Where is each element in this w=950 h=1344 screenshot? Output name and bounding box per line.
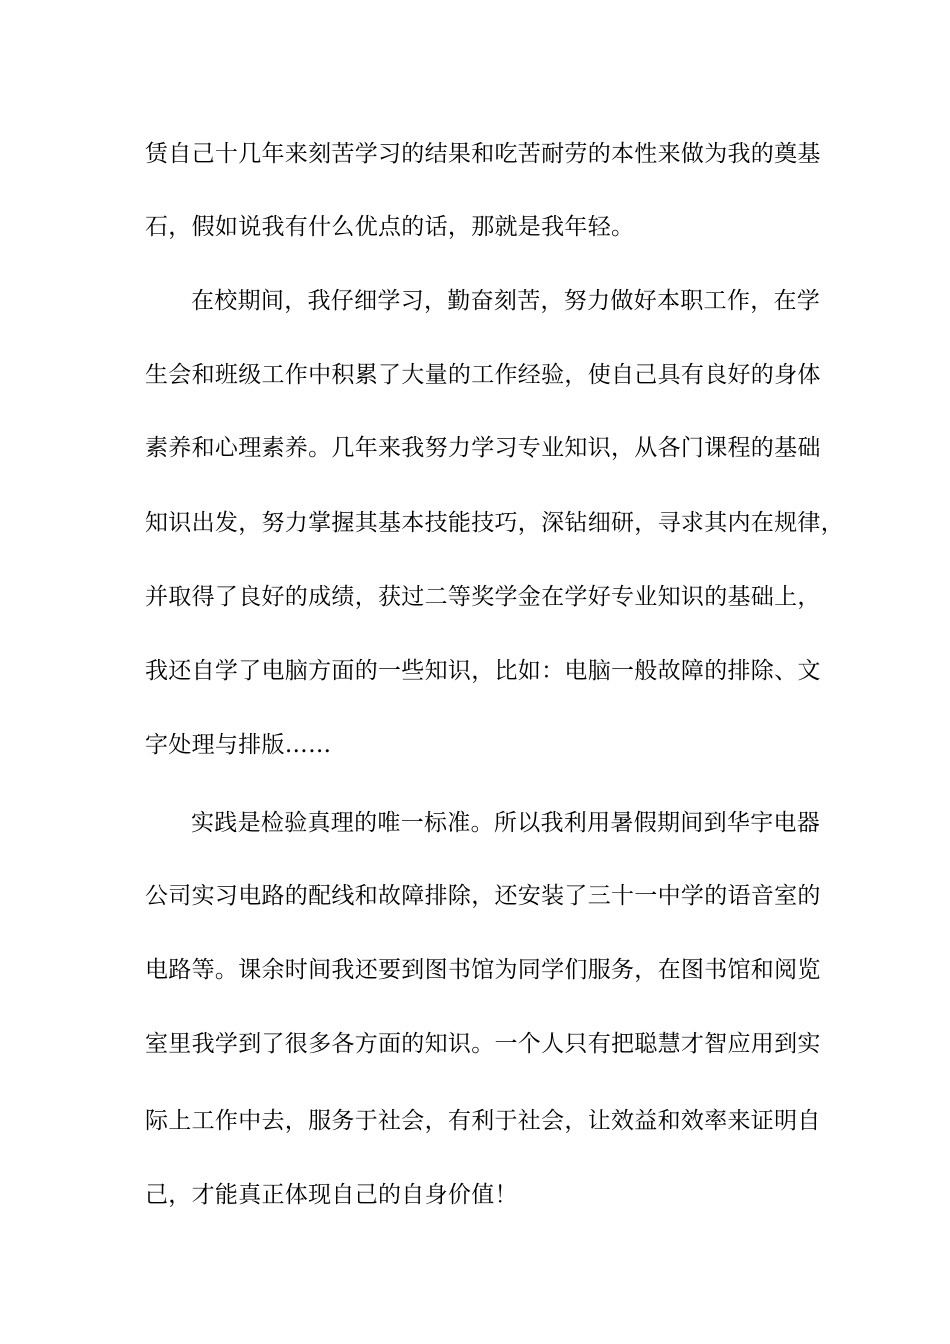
- text-line: 在校期间，我仔细学习，勤奋刻苦，努力做好本职工作，在学: [191, 288, 821, 314]
- text-line: 际上工作中去，服务于社会，有利于社会，让效益和效率来证明自: [145, 1108, 821, 1134]
- text-line: 石，假如说我有什么优点的话，那就是我年轻。: [145, 214, 635, 240]
- text-line: 知识出发，努力掌握其基本技能技巧，深钻细研，寻求其内在规律，: [145, 510, 844, 536]
- text-line: 字处理与排版……: [145, 732, 332, 758]
- text-line: 己，才能真正体现自己的自身价值！: [145, 1182, 518, 1208]
- text-line: 公司实习电路的配线和故障排除，还安装了三十一中学的语音室的: [145, 883, 821, 909]
- text-line: 赁自己十几年来刻苦学习的结果和吃苦耐劳的本性来做为我的奠基: [145, 141, 821, 167]
- text-line: 生会和班级工作中积累了大量的工作经验，使自己具有良好的身体: [145, 362, 821, 388]
- text-line: 实践是检验真理的唯一标准。所以我利用暑假期间到华宇电器: [191, 810, 821, 836]
- text-line: 素养和心理素养。几年来我努力学习专业知识，从各门课程的基础: [145, 435, 821, 461]
- text-line: 我还自学了电脑方面的一些知识，比如：电脑一般故障的排除、文: [145, 658, 821, 684]
- text-line: 室里我学到了很多各方面的知识。一个人只有把聪慧才智应用到实: [145, 1031, 821, 1057]
- text-line: 并取得了良好的成绩，获过二等奖学金在学好专业知识的基础上，: [145, 584, 821, 610]
- text-line: 电路等。课余时间我还要到图书馆为同学们服务，在图书馆和阅览: [145, 957, 821, 983]
